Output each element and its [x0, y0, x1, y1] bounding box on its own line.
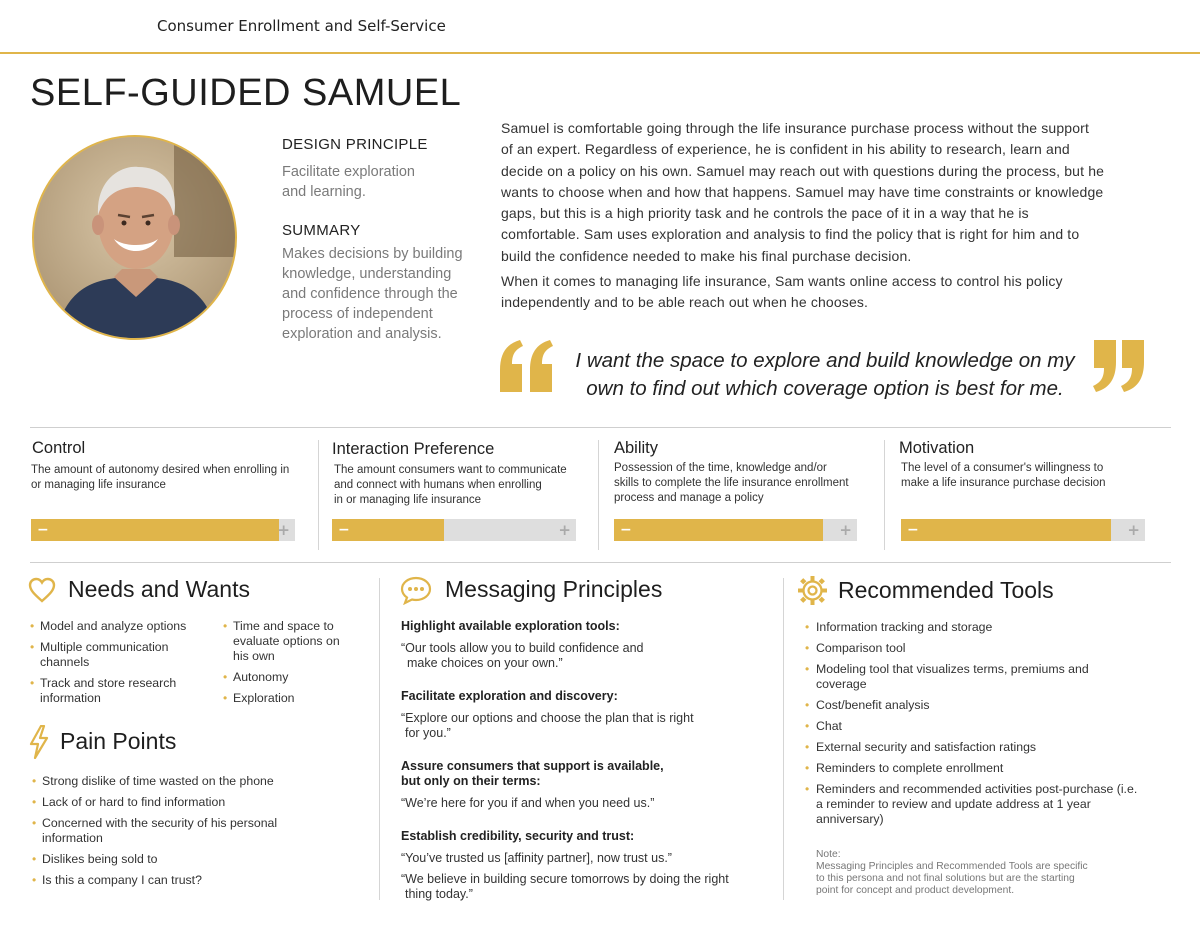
- list-item: • Cost/benefit analysis: [805, 698, 1145, 713]
- document-header-title: Consumer Enrollment and Self-Service: [157, 17, 446, 35]
- list-item: • Strong dislike of time wasted on the phone: [32, 774, 342, 789]
- persona-quote: [575, 347, 1075, 403]
- principle-message: “We’re here for you if and when you need us.”: [401, 796, 655, 810]
- metrics-top-divider: [30, 427, 1171, 428]
- minus-icon[interactable]: −: [338, 522, 350, 538]
- open-quote-icon: [498, 336, 556, 398]
- recommended-tools-list: [805, 620, 1145, 827]
- note-line: to this persona and not final solutions but are the starting: [816, 873, 1075, 884]
- pain-points-list: [32, 774, 342, 888]
- summary-line: exploration and analysis.: [282, 326, 442, 342]
- minus-icon[interactable]: −: [37, 522, 49, 538]
- metric-desc-line: in or managing life insurance: [334, 494, 482, 506]
- metrics-bottom-divider: [30, 562, 1171, 563]
- principle-heading: Facilitate exploration and discovery:: [401, 689, 618, 703]
- design-principle-text-line: Facilitate exploration: [282, 164, 415, 180]
- principle-message-line: for you.”: [405, 726, 451, 740]
- list-item: • Dislikes being sold to: [32, 852, 342, 867]
- minus-icon[interactable]: −: [620, 522, 632, 538]
- metric-desc-line: and connect with humans when enrolling: [334, 479, 542, 491]
- quote-line: I want the space to explore and build knowledge on my: [575, 349, 1075, 372]
- principle-message-line: thing today.”: [405, 887, 473, 901]
- principle-message-line: make choices on your own.”: [407, 656, 563, 670]
- note-line: Messaging Principles and Recommended Tools are specific: [816, 861, 1088, 872]
- principle-heading: Assure consumers that support is available,: [401, 759, 664, 773]
- note-label: Note:: [816, 849, 841, 860]
- list-item: • Is this a company I can trust?: [32, 873, 342, 888]
- summary-line: process of independent: [282, 306, 433, 322]
- interaction-preference-level-slider[interactable]: [332, 519, 576, 541]
- list-item: • Comparison tool: [805, 641, 1145, 656]
- ability-level-slider[interactable]: [614, 519, 857, 541]
- metric-desc-motivation: [901, 461, 1106, 491]
- metric-desc-line: Possession of the time, knowledge and/or: [614, 462, 827, 474]
- metric-desc-line: skills to complete the life insurance enrollment: [614, 477, 849, 489]
- metric-divider: [884, 440, 885, 550]
- motivation-level-slider[interactable]: [901, 519, 1145, 541]
- metric-title-interaction-preference: Interaction Preference: [332, 440, 495, 458]
- principle-message: “You’ve trusted us [affinity partner], now trust us.”: [401, 851, 672, 865]
- messaging-principles-content: [401, 619, 773, 902]
- persona-photo: [34, 137, 237, 340]
- messaging-principles-title: Messaging Principles: [445, 576, 663, 602]
- principle-heading: Establish credibility, security and trust:: [401, 829, 635, 843]
- list-item: • Chat: [805, 719, 1145, 734]
- pain-points-title: Pain Points: [60, 728, 177, 754]
- plus-icon[interactable]: +: [558, 521, 571, 539]
- gear-icon: [797, 575, 828, 610]
- slider-fill: [31, 519, 279, 541]
- needs-list-col1: [30, 619, 210, 706]
- footnote: [816, 849, 1156, 897]
- metric-desc-control: [31, 463, 289, 493]
- metric-desc-line: The amount of autonomy desired when enrolling in: [31, 464, 290, 476]
- summary-label: SUMMARY: [282, 222, 361, 239]
- heart-icon: [28, 577, 56, 607]
- principle-message-line: “Explore our options and choose the plan that is right: [401, 711, 694, 725]
- description-line: When it comes to managing life insurance, Sam wants online access to control his policy: [501, 273, 1063, 290]
- description-line: Samuel is comfortable going through the life insurance purchase process without the support: [501, 120, 1089, 136]
- plus-icon[interactable]: +: [277, 521, 290, 539]
- list-item: • Information tracking and storage: [805, 620, 1145, 635]
- summary-line: and confidence through the: [282, 286, 458, 302]
- metric-desc-line: or managing life insurance: [31, 479, 166, 491]
- metric-desc-line: The level of a consumer's willingness to: [901, 462, 1104, 474]
- chat-bubble-icon: [400, 575, 432, 609]
- list-item: • Reminders and recommended activities post-purchase (i.e. a reminder to review and update address at 1 year anniversary): [805, 782, 1145, 827]
- plus-icon[interactable]: +: [839, 521, 852, 539]
- description-line: build the confidence needed to make his final purchase decision.: [501, 247, 912, 264]
- list-item: • Concerned with the security of his personal information: [32, 816, 322, 846]
- description-line: comfortable. Sam uses exploration and analysis to find the policy that is right for him and to: [501, 226, 1080, 243]
- plus-icon[interactable]: +: [1127, 521, 1140, 539]
- list-item: • Time and space to evaluate options on his own: [223, 619, 358, 664]
- list-item: • External security and satisfaction ratings: [805, 740, 1145, 755]
- description-line: wants to choose when and how that happens. Samuel may have time constraints or knowledge: [501, 183, 1104, 200]
- quote-line: own to find out which coverage option is best for me.: [586, 377, 1064, 400]
- description-line: decide on a policy on his own. Samuel may reach out with questions during the process, but he: [501, 162, 1105, 179]
- list-item: • Modeling tool that visualizes terms, premiums and coverage: [805, 662, 1105, 692]
- design-principle-label: DESIGN PRINCIPLE: [282, 136, 428, 153]
- metric-desc-line: process and manage a policy: [614, 492, 764, 504]
- principle-heading: Highlight available exploration tools:: [401, 619, 620, 633]
- principle-message-line: “Our tools allow you to build confidence and: [401, 641, 644, 655]
- note-line: point for concept and product development.: [816, 885, 1015, 896]
- list-item: • Lack of or hard to find information: [32, 795, 342, 810]
- summary-line: Makes decisions by building: [282, 246, 463, 262]
- list-item: • Autonomy: [223, 670, 363, 685]
- minus-icon[interactable]: −: [907, 522, 919, 538]
- list-item: • Model and analyze options: [30, 619, 210, 634]
- slider-fill: [614, 519, 823, 541]
- list-item: • Exploration: [223, 691, 363, 706]
- design-principle-text-line: and learning.: [282, 184, 366, 200]
- description-line: independently and to be able reach out when he chooses.: [501, 294, 869, 311]
- recommended-tools-title: Recommended Tools: [838, 577, 1054, 603]
- metric-title-control: Control: [32, 439, 86, 457]
- list-item: • Reminders to complete enrollment: [805, 761, 1145, 776]
- summary-line: knowledge, understanding: [282, 266, 452, 282]
- header-divider: [0, 52, 1200, 54]
- close-quote-icon: [1090, 338, 1148, 400]
- metric-desc-ability: [614, 461, 849, 506]
- metric-desc-line: The amount consumers want to communicate: [334, 464, 567, 476]
- metric-desc-interaction-preference: [334, 463, 567, 508]
- persona-description: [501, 118, 1161, 314]
- slider-fill: [901, 519, 1111, 541]
- lightning-icon: [28, 725, 50, 763]
- control-level-slider[interactable]: [31, 519, 295, 541]
- needs-list-col2: [223, 619, 363, 706]
- persona-name: SELF-GUIDED SAMUEL: [30, 72, 462, 114]
- section-divider: [379, 578, 380, 900]
- principle-message-line: “We believe in building secure tomorrows by doing the right: [401, 872, 729, 886]
- principle-heading: but only on their terms:: [401, 774, 541, 788]
- persona-avatar: [32, 135, 237, 340]
- description-line: of an expert. Regardless of experience, he is confident in his ability to research, learn and: [501, 141, 1070, 158]
- metric-divider: [598, 440, 599, 550]
- metric-title-motivation: Motivation: [899, 439, 975, 457]
- metric-divider: [318, 440, 319, 550]
- metric-desc-line: make a life insurance purchase decision: [901, 477, 1106, 489]
- needs-wants-title: Needs and Wants: [68, 576, 250, 602]
- list-item: • Multiple communication channels: [30, 640, 190, 670]
- description-line: gaps, but this is a high priority task and he controls the pace of it in a way that he is: [501, 205, 1029, 222]
- list-item: • Track and store research information: [30, 676, 180, 706]
- metric-title-ability: Ability: [614, 439, 659, 457]
- section-divider: [783, 578, 784, 900]
